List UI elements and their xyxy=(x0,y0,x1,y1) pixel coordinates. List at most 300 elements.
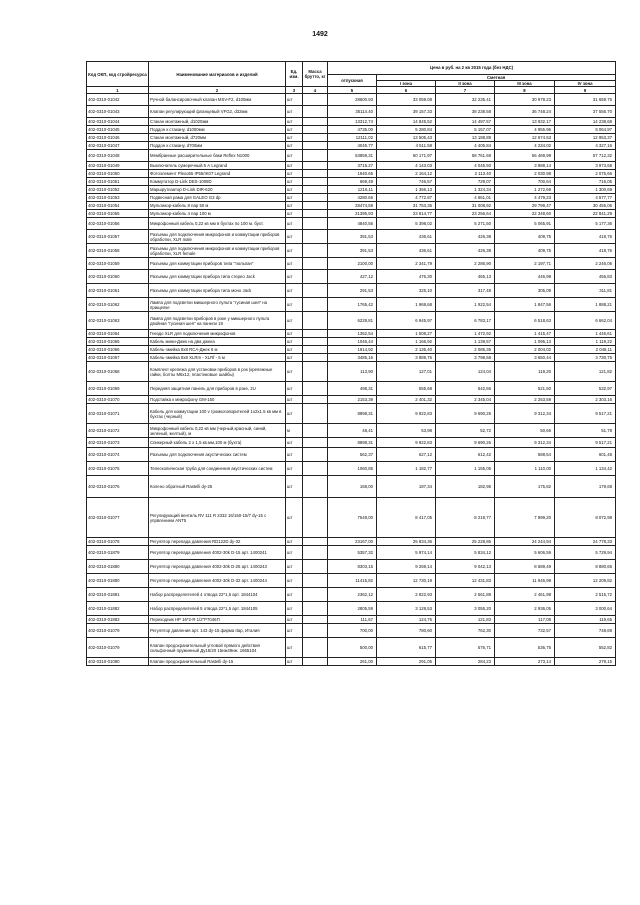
row-unit: шт xyxy=(286,202,303,210)
table-row xyxy=(87,616,616,624)
row-unit: шт xyxy=(286,170,303,178)
row-unit: шт xyxy=(286,602,303,616)
column-number-row xyxy=(87,87,616,94)
row-price-zone-3: 305,09 xyxy=(495,284,555,298)
row-name: Мультикор-кабель 8 пар 50 м xyxy=(149,202,286,210)
row-code: 402-0310-01879 xyxy=(87,546,149,560)
row-name: Разъемы для подключения микрофонов и коммутации приборов обработки, XLR male xyxy=(149,230,286,244)
row-code: 402-0310-01043 xyxy=(87,106,149,118)
row-unit: шт xyxy=(286,150,303,162)
row-price-zone-1: 14 845,52 xyxy=(377,118,436,126)
row-price-zone-2: 1 139,57 xyxy=(436,338,495,346)
row-name: Разъемы для коммутации прибора типа стерео Jack xyxy=(149,270,286,284)
row-price-zone-3: 2 197,71 xyxy=(495,258,555,270)
row-unit: шт xyxy=(286,346,303,354)
row-name: Клапан предохранительный угловой прямого действия сильфонный пружинный Ду15/20 15нж49нж. 1655104 xyxy=(149,638,286,658)
table-row xyxy=(87,546,616,560)
row-price-zone-3: 29 799,47 xyxy=(495,202,555,210)
row-unit: шт xyxy=(286,538,303,546)
row-mass xyxy=(303,258,328,270)
table-row xyxy=(87,560,616,574)
row-price-zone-2: 3 798,58 xyxy=(436,354,495,362)
row-price-zone-3: 3 888,14 xyxy=(495,162,555,170)
row-price-release: 498,31 xyxy=(328,382,377,396)
row-mass xyxy=(303,438,328,448)
row-price-zone-2: 12 431,83 xyxy=(436,574,495,588)
row-price-zone-1: 436,61 xyxy=(377,230,436,244)
row-mass xyxy=(303,624,328,638)
row-price-release: 8898,31 xyxy=(328,438,377,448)
row-price-zone-1: 13 505,43 xyxy=(377,134,436,142)
row-price-zone-4: 179,68 xyxy=(555,476,616,498)
table-row xyxy=(87,574,616,588)
row-mass xyxy=(303,396,328,404)
header-zone-2: II зона xyxy=(436,81,495,87)
row-unit: шт xyxy=(286,362,303,382)
row-unit: шт xyxy=(286,330,303,338)
row-price-zone-4: 30 455,06 xyxy=(555,202,616,210)
row-price-release: 28474,59 xyxy=(328,202,377,210)
row-code: 402-0310-01045 xyxy=(87,126,149,134)
row-price-zone-2: 5 271,50 xyxy=(436,218,495,230)
row-unit: шт xyxy=(286,638,303,658)
row-price-zone-1: 1 968,68 xyxy=(377,298,436,312)
row-code: 402-0310-01057 xyxy=(87,230,149,244)
price-table xyxy=(86,61,616,666)
table-row xyxy=(87,162,616,170)
table-row xyxy=(87,346,616,354)
table-row xyxy=(87,438,616,448)
table-row xyxy=(87,194,616,202)
row-name: Разъемы для подключения акустических систем xyxy=(149,448,286,462)
row-price-zone-4: 5 729,94 xyxy=(555,546,616,560)
row-code: 402-0310-01073 xyxy=(87,438,149,448)
page-number: 1492 xyxy=(312,31,328,38)
row-price-zone-2: 3 055,20 xyxy=(436,602,495,616)
table-row xyxy=(87,202,616,210)
header-zone-4: IV зона xyxy=(555,81,616,87)
row-name: Фотоэлемент Plexo55 IP55/IK07 Legrand xyxy=(149,170,286,178)
row-price-release: 669,49 xyxy=(328,178,377,186)
row-mass xyxy=(303,538,328,546)
row-price-release: 261,00 xyxy=(328,658,377,666)
row-name: Разъемы для коммутации приборов типа "тюльпан" xyxy=(149,258,286,270)
row-code: 402-0310-01079 xyxy=(87,638,149,658)
row-unit: шт xyxy=(286,560,303,574)
row-price-release: 2100,00 xyxy=(328,258,377,270)
row-name: Подставка к микрофону GM-150 xyxy=(149,396,286,404)
row-price-zone-3: 1 110,00 xyxy=(495,462,555,476)
row-price-zone-1: 2 341,79 xyxy=(377,258,436,270)
row-price-zone-3: 5 606,59 xyxy=(495,546,555,560)
row-price-zone-1: 187,34 xyxy=(377,476,436,498)
row-code: 402-0310-01046 xyxy=(87,134,149,142)
row-unit: шт xyxy=(286,134,303,142)
row-price-zone-2: 4 405.84 xyxy=(436,142,495,150)
table-row xyxy=(87,498,616,538)
table-row xyxy=(87,284,616,298)
table-row xyxy=(87,258,616,270)
row-price-zone-1: 9 922,83 xyxy=(377,438,436,448)
row-code: 402-0310-01059 xyxy=(87,258,149,270)
row-price-release: 13312,74 xyxy=(328,118,377,126)
row-code: 402-0310-01075 xyxy=(87,462,149,476)
row-price-zone-4: 6 662,04 xyxy=(555,312,616,330)
table-row xyxy=(87,178,616,186)
row-price-zone-1: 6 945,97 xyxy=(377,312,436,330)
table-row xyxy=(87,382,616,396)
row-code: 402-0310-01048 xyxy=(87,150,149,162)
row-name: Разъемы для коммутации прибора типа моно Jack xyxy=(149,284,286,298)
table-row xyxy=(87,270,616,284)
row-name: Кабель-змейка 8х8 RCA-Джек 6 м xyxy=(149,346,286,354)
row-name: Регулятор перепада давления 4002-30k D-15 арт. 1400241 xyxy=(149,546,286,560)
row-price-zone-1: 127,01 xyxy=(377,362,436,382)
row-price-zone-3: 22 349,60 xyxy=(495,210,555,218)
row-mass xyxy=(303,588,328,602)
row-price-zone-3: 2 253,59 xyxy=(495,396,555,404)
row-price-zone-1: 23 814,77 xyxy=(377,210,436,218)
row-price-zone-2: 25 228,86 xyxy=(436,538,495,546)
row-unit: шт xyxy=(286,624,303,638)
row-price-release: 28600.93 xyxy=(328,94,377,106)
header-price-group: Цена в руб. на 2 кв 2015 года (без НДС) xyxy=(328,62,616,75)
row-price-release: 391,53 xyxy=(328,230,377,244)
row-price-release: 113,90 xyxy=(328,362,377,382)
table-row xyxy=(87,362,616,382)
row-price-release: 53859,31 xyxy=(328,150,377,162)
row-price-zone-2: 426,38 xyxy=(436,244,495,258)
row-name: Разъемы для подключения микрофонов и коммутации приборов обработки, XLR female xyxy=(149,244,286,258)
row-price-release: 7548,00 xyxy=(328,498,377,538)
row-price-zone-4: 418,76 xyxy=(555,244,616,258)
row-price-zone-4: 24 778,33 xyxy=(555,538,616,546)
row-price-zone-4: 1 134,42 xyxy=(555,462,616,476)
row-price-zone-3: 11 946,99 xyxy=(495,574,555,588)
row-unit: шт xyxy=(286,574,303,588)
row-price-zone-3: 2 461,98 xyxy=(495,588,555,602)
row-name: Клапан предохранительный Rastelli dy-15 xyxy=(149,658,286,666)
row-mass xyxy=(303,658,328,666)
row-price-zone-3: 273,14 xyxy=(495,658,555,666)
row-unit: шт xyxy=(286,312,303,330)
column-number: 1 xyxy=(87,87,149,94)
row-price-zone-4: 12 209,82 xyxy=(555,574,616,588)
row-price-zone-3: 732,57 xyxy=(495,624,555,638)
row-price-zone-1: 3 889,75 xyxy=(377,354,436,362)
row-code: 402-0310-01055 xyxy=(87,210,149,218)
row-price-zone-4: 119,65 xyxy=(555,616,616,624)
row-price-zone-3: 7 899,20 xyxy=(495,498,555,538)
row-price-zone-2: 4 045.93 xyxy=(436,162,495,170)
row-price-zone-1: 476,30 xyxy=(377,270,436,284)
row-price-zone-3: 56 469,99 xyxy=(495,150,555,162)
row-name: Комплект крепежа для установки приборов в рэк (крепежные гайки, болты М6х12, пластиковые шайбы) xyxy=(149,362,286,382)
row-price-zone-1: 4 772.87 xyxy=(377,194,436,202)
table-row xyxy=(87,118,616,126)
row-price-zone-2: 23 256,64 xyxy=(436,210,495,218)
row-unit: шт xyxy=(286,244,303,258)
table-row xyxy=(87,588,616,602)
row-mass xyxy=(303,284,328,298)
row-code: 402-0310-01061 xyxy=(87,284,149,298)
row-price-zone-1: 53,98 xyxy=(377,424,436,438)
row-price-zone-4: 12 953,37 xyxy=(555,134,616,142)
row-price-zone-1: 2 135,40 xyxy=(377,346,436,354)
row-price-zone-4: 37 556.70 xyxy=(555,106,616,118)
row-price-zone-1: 31 753,35 xyxy=(377,202,436,210)
row-code: 402-0310-01052 xyxy=(87,186,149,194)
row-price-zone-2: 4 661,01 xyxy=(436,194,495,202)
row-price-zone-1: 60 171,97 xyxy=(377,150,436,162)
row-price-zone-3: 2 004,02 xyxy=(495,346,555,354)
row-mass xyxy=(303,150,328,162)
row-unit: шт xyxy=(286,270,303,284)
row-code: 402-0310-01063 xyxy=(87,312,149,330)
row-price-zone-2: 2 286,90 xyxy=(436,258,495,270)
row-code: 402-0310-01062 xyxy=(87,298,149,312)
table-row xyxy=(87,330,616,338)
row-price-zone-2: 8 219,77 xyxy=(436,498,495,538)
row-price-release: 4280.66 xyxy=(328,194,377,202)
row-price-release: 23167,00 xyxy=(328,538,377,546)
row-price-zone-3: 12 674.53 xyxy=(495,134,555,142)
row-price-zone-3: 50,66 xyxy=(495,424,555,438)
header-unit: Ед. изм. xyxy=(286,62,303,87)
row-mass xyxy=(303,162,328,170)
row-price-release: 4045.77 xyxy=(328,142,377,150)
table-row xyxy=(87,624,616,638)
row-name: Передняя защитная панель для приборов в рэке, 2U xyxy=(149,382,286,396)
row-unit: шт xyxy=(286,284,303,298)
row-unit: шт xyxy=(286,94,303,106)
row-price-zone-4: 1 119,22 xyxy=(555,338,616,346)
row-code: 402-0310-01065 xyxy=(87,338,149,346)
row-price-zone-3: 8 689,49 xyxy=(495,560,555,574)
row-price-zone-1: 291,05 xyxy=(377,658,436,666)
row-price-zone-3: 4 955.96 xyxy=(495,126,555,134)
row-unit: шт xyxy=(286,616,303,624)
row-unit: шт xyxy=(286,230,303,244)
column-number: 9 xyxy=(555,87,616,94)
row-name: Коммутатор D-Link DES-1008D xyxy=(149,178,286,186)
row-price-zone-2: 32 235.41 xyxy=(436,94,495,106)
row-mass xyxy=(303,230,328,244)
row-name: Набор распределителей 5 отвода 22*1,5 арт. 1844105 xyxy=(149,602,286,616)
row-mass xyxy=(303,362,328,382)
row-unit: шт xyxy=(286,588,303,602)
row-unit: шт xyxy=(286,194,303,202)
row-unit: шт xyxy=(286,448,303,462)
row-price-zone-4: 2 303,16 xyxy=(555,396,616,404)
table-row xyxy=(87,462,616,476)
row-price-zone-3: 30 978.23 xyxy=(495,94,555,106)
row-code: 402-0310-01079 xyxy=(87,624,149,638)
row-price-release: 11415,82 xyxy=(328,574,377,588)
row-price-release: 1216,11 xyxy=(328,186,377,194)
row-price-zone-4: 14 238,68 xyxy=(555,118,616,126)
row-price-release: 8898,31 xyxy=(328,404,377,424)
row-price-zone-4: 3 000,64 xyxy=(555,602,616,616)
row-price-zone-3: 521,50 xyxy=(495,382,555,396)
row-code: 402-0310-01074 xyxy=(87,448,149,462)
row-mass xyxy=(303,94,328,106)
row-price-zone-1: 325,10 xyxy=(377,284,436,298)
row-price-zone-2: 5 834,12 xyxy=(436,546,495,560)
row-price-zone-4: 552,82 xyxy=(555,638,616,658)
row-code: 402-0310-01044 xyxy=(87,118,149,126)
row-name: Регулятор перепада давления 4002-30k D-32 арт. 1400244 xyxy=(149,574,286,588)
row-name: Колено обратный Rastelli dy-25 xyxy=(149,476,286,498)
row-price-release: 2805,59 xyxy=(328,602,377,616)
header-zone-3: III зона xyxy=(495,81,555,87)
row-mass xyxy=(303,298,328,312)
row-mass xyxy=(303,560,328,574)
column-number: 8 xyxy=(495,87,555,94)
row-mass xyxy=(303,546,328,560)
row-price-zone-3: 409,75 xyxy=(495,244,555,258)
row-code: 402-0310-01053 xyxy=(87,194,149,202)
row-price-zone-1: 5 398,02 xyxy=(377,218,436,230)
row-mass xyxy=(303,330,328,338)
row-unit: шт xyxy=(286,162,303,170)
row-name: Поддон к стакану, d700мм xyxy=(149,142,286,150)
row-mass xyxy=(303,142,328,150)
row-price-zone-3: 175,82 xyxy=(495,476,555,498)
row-price-zone-1: 627,12 xyxy=(377,448,436,462)
row-mass xyxy=(303,270,328,284)
row-unit: шт xyxy=(286,106,303,118)
row-mass xyxy=(303,218,328,230)
row-price-zone-1: 2 401,32 xyxy=(377,396,436,404)
row-price-zone-1: 5 974,14 xyxy=(377,546,436,560)
row-code: 402-0310-01050 xyxy=(87,170,149,178)
row-code: 402-0310-01069 xyxy=(87,382,149,396)
row-price-zone-3: 1 847,56 xyxy=(495,298,555,312)
row-price-zone-2: 58 761.69 xyxy=(436,150,495,162)
row-price-release: 500,00 xyxy=(328,638,377,658)
row-price-zone-2: 38 238.58 xyxy=(436,106,495,118)
row-name: Лампа для подсветки микшерного пульта "гусиная шея" на прищепке xyxy=(149,298,286,312)
row-price-zone-3: 2 936,05 xyxy=(495,602,555,616)
row-price-zone-4: 2 515,72 xyxy=(555,588,616,602)
row-price-zone-4: 601,48 xyxy=(555,448,616,462)
table-row xyxy=(87,106,616,118)
row-price-release: 8303,15 xyxy=(328,560,377,574)
row-name: Микрофонный кабель 0,22 кв мм в бухтах по 100 м. бухт. xyxy=(149,218,286,230)
row-code: 402-0310-01051 xyxy=(87,178,149,186)
column-number: 3 xyxy=(286,87,303,94)
row-price-zone-3: 4 234.02 xyxy=(495,142,555,150)
row-price-zone-4: 3 730,75 xyxy=(555,354,616,362)
row-mass xyxy=(303,338,328,346)
row-code: 402-0310-01883 xyxy=(87,616,149,624)
row-price-zone-4: 5 177,36 xyxy=(555,218,616,230)
column-number: 5 xyxy=(328,87,377,94)
row-unit: шт xyxy=(286,382,303,396)
row-name: Регулятор давления арт. 143 dy-15 фирма Itap, Италия xyxy=(149,624,286,638)
row-price-zone-1: 1 166,92 xyxy=(377,338,436,346)
row-mass xyxy=(303,404,328,424)
row-name: Регулятор перепада давления RD122D dy-32 xyxy=(149,538,286,546)
row-price-zone-3: 36 748.24 xyxy=(495,106,555,118)
table-row xyxy=(87,448,616,462)
row-price-zone-1: 9 922,83 xyxy=(377,404,436,424)
row-price-zone-3: 1 415,47 xyxy=(495,330,555,338)
row-unit: шт xyxy=(286,338,303,346)
row-price-zone-4: 311,81 xyxy=(555,284,616,298)
row-price-zone-4: 532,97 xyxy=(555,382,616,396)
row-price-zone-1: 780,60 xyxy=(377,624,436,638)
row-price-zone-2: 9 690,26 xyxy=(436,438,495,448)
row-price-zone-1: 39 157.33 xyxy=(377,106,436,118)
table-row xyxy=(87,396,616,404)
row-unit: шт xyxy=(286,438,303,448)
row-price-zone-2: 2 113.40 xyxy=(436,170,495,178)
row-price-release: 6228,81 xyxy=(328,312,377,330)
row-mass xyxy=(303,498,328,538)
row-price-zone-4: 51,78 xyxy=(555,424,616,438)
row-price-zone-1: 5 280,84 xyxy=(377,126,436,134)
row-price-zone-4: 716,05 xyxy=(555,178,616,186)
row-code: 402-0310-01060 xyxy=(87,270,149,284)
row-price-zone-2: 542,66 xyxy=(436,382,495,396)
row-price-zone-1: 25 834,36 xyxy=(377,538,436,546)
row-price-zone-3: 446,99 xyxy=(495,270,555,284)
row-price-zone-3: 1 272,69 xyxy=(495,186,555,194)
table-row xyxy=(87,230,616,244)
row-price-release: 3715.27 xyxy=(328,162,377,170)
row-price-zone-2: 729,07 xyxy=(436,178,495,186)
table-row xyxy=(87,244,616,258)
row-price-release: 4840,56 xyxy=(328,218,377,230)
row-mass xyxy=(303,476,328,498)
row-price-zone-2: 284,23 xyxy=(436,658,495,666)
row-price-zone-1: 3 128,53 xyxy=(377,602,436,616)
row-name: Ручной балансировочный клапан MSV-F2, d100мм xyxy=(149,94,286,106)
row-price-zone-1: 124,75 xyxy=(377,616,436,624)
row-unit: шт xyxy=(286,404,303,424)
row-price-release: 427,12 xyxy=(328,270,377,284)
row-name: Мембранные расширительные баки Reflex N1000 xyxy=(149,150,286,162)
row-name: Поддон к стакану, d1000мм xyxy=(149,126,286,134)
row-price-release: 1046,44 xyxy=(328,338,377,346)
row-price-release: 5357,32 xyxy=(328,546,377,560)
row-unit: шт xyxy=(286,658,303,666)
row-price-release: 2362,12 xyxy=(328,588,377,602)
row-price-zone-1: 8 417,05 xyxy=(377,498,436,538)
row-price-zone-2: 9 042,13 xyxy=(436,560,495,574)
row-price-zone-2: 6 783,17 xyxy=(436,312,495,330)
row-mass xyxy=(303,312,328,330)
table-row xyxy=(87,538,616,546)
row-price-release: 1914,92 xyxy=(328,346,377,354)
row-unit: шт xyxy=(286,354,303,362)
table-body xyxy=(87,94,616,666)
row-mass xyxy=(303,382,328,396)
row-price-zone-3: 409,75 xyxy=(495,230,555,244)
row-price-zone-1: 555,68 xyxy=(377,382,436,396)
row-code: 402-0310-01077 xyxy=(87,498,149,538)
row-price-zone-1: 746,57 xyxy=(377,178,436,186)
row-price-zone-4: 1 300,69 xyxy=(555,186,616,194)
row-unit: шт xyxy=(286,476,303,498)
row-price-zone-3: 5 065,91 xyxy=(495,218,555,230)
row-price-release: 48,41 xyxy=(328,424,377,438)
table-row xyxy=(87,476,616,498)
row-price-zone-2: 182,95 xyxy=(436,476,495,498)
row-price-zone-2: 612,42 xyxy=(436,448,495,462)
